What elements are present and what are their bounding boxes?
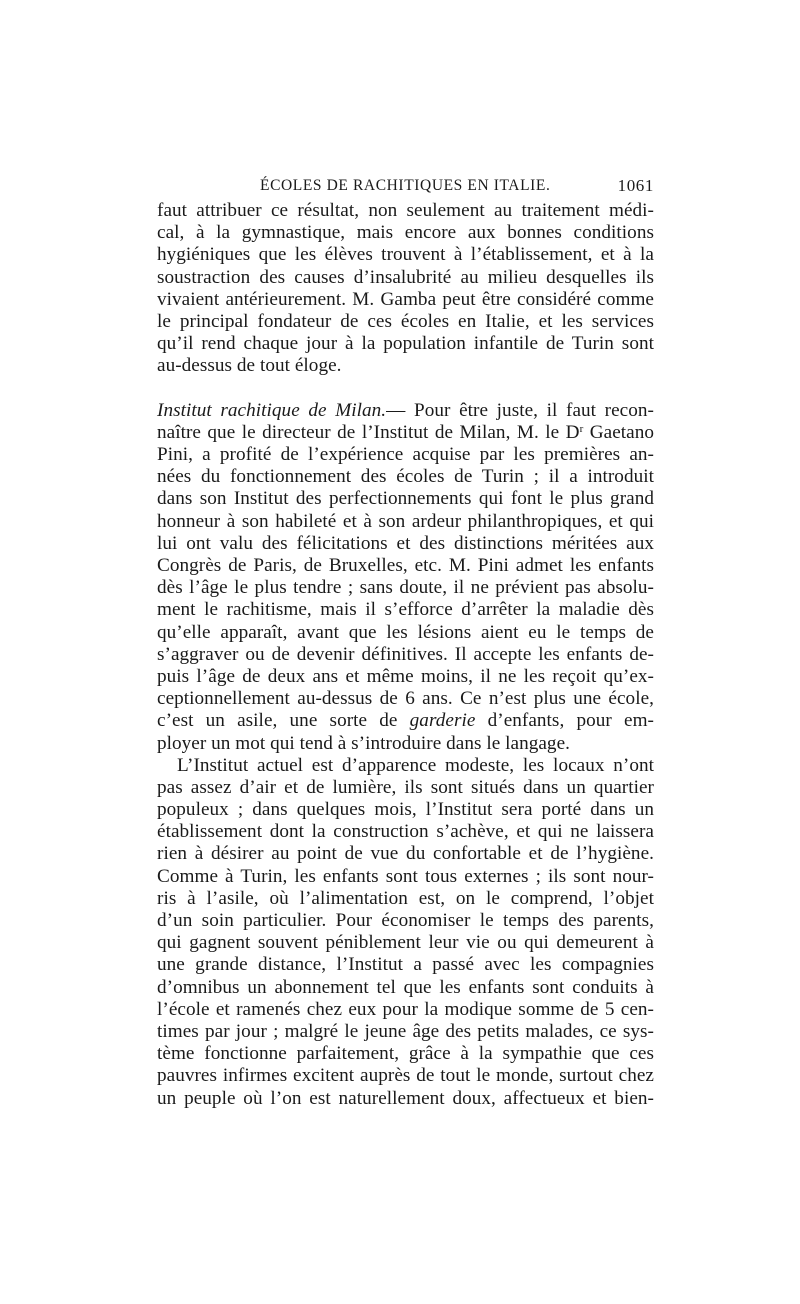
text-line: ceptionnellement au-dessus de 6 ans. Ce n’est plus une école,	[157, 688, 654, 710]
text-line: faut attribuer ce résultat, non seulement au traitement médi-	[157, 200, 654, 221]
text-line: l’école et ramenés chez eux pour la modique somme de 5 cen-	[157, 998, 654, 1020]
text-line: L’Institut actuel est d’apparence modeste, les locaux n’ont	[177, 754, 654, 776]
text-line: vivaient antérieurement. M. Gamba peut être considéré comme	[157, 288, 654, 310]
text-span: Gaetano	[583, 421, 654, 443]
text-line: ment le rachitisme, mais il s’efforce d’arrêter la maladie dès	[157, 599, 654, 621]
text-line: nées du fonctionnement des écoles de Turin ; il a introduit	[157, 466, 654, 488]
text-line: ployer un mot qui tend à s’introduire dans le langage.	[157, 732, 570, 754]
text-line: qu’elle apparaît, avant que les lésions aient eu le temps de	[157, 621, 654, 643]
text-line: pauvres infirmes excitent auprès de tout le monde, surtout chez	[157, 1065, 654, 1087]
text-span: naître que le directeur de l’Institut de Milan, M. le D	[157, 421, 580, 443]
superscript: r	[579, 422, 584, 435]
text-line: Pini, a profité de l’expérience acquise par les premières an-	[157, 444, 654, 466]
text-line: une grande distance, l’Institut a passé avec les compagnies	[157, 954, 654, 976]
text-line: Comme à Turin, les enfants sont tous externes ; ils sont nour-	[157, 865, 654, 887]
text-line: établissement dont la construction s’achève, et qui ne laissera	[157, 821, 654, 843]
text-line: rien à désirer au point de vue du confortable et de l’hygiène.	[157, 843, 654, 865]
text-line: au-dessus de tout éloge.	[157, 355, 342, 377]
text-line: honneur à son habileté et à son ardeur philanthropiques, et qui	[157, 510, 654, 532]
page-number: 1061	[617, 176, 654, 195]
text-line: Congrès de Paris, de Bruxelles, etc. M. Pini admet les enfants	[157, 555, 654, 576]
text-line	[157, 400, 654, 422]
text-line: qui gagnent souvent péniblement leur vie ou qui demeurent à	[157, 932, 654, 954]
text-line: ris à l’asile, où l’alimentation est, on le comprend, l’objet	[157, 887, 654, 909]
paragraph-3	[157, 755, 654, 1110]
text-line: puis l’âge de deux ans et même moins, il ne les reçoit qu’ex-	[157, 665, 654, 687]
text-line	[157, 710, 654, 732]
running-title: ÉCOLES DE RACHITIQUES EN ITALIE.	[260, 177, 551, 194]
text-line: un peuple où l’on est naturellement doux, affectueux et bien-	[157, 1087, 654, 1109]
text-line: soustraction des causes d’insalubrité au milieu desquelles ils	[157, 266, 654, 288]
text-line: lui ont valu des félicitations et des distinctions méritées aux	[157, 532, 654, 554]
italic-term: garderie	[409, 710, 476, 732]
text-line: populeux ; dans quelques mois, l’Institut sera porté dans un	[157, 799, 654, 821]
section-heading: Institut rachitique de Milan.	[157, 399, 387, 421]
text-line: hygiéniques que les élèves trouvent à l’établissement, et à la	[157, 244, 654, 266]
text-line: le principal fondateur de ces écoles en Italie, et les services	[157, 310, 654, 332]
paragraph-1	[157, 200, 654, 378]
book-page	[157, 172, 654, 1110]
text-line: tème fonctionne parfaitement, grâce à la sympathie que ces	[157, 1043, 654, 1065]
text-line: d’un soin particulier. Pour économiser le temps des parents,	[157, 910, 654, 931]
paragraph-2	[157, 400, 654, 755]
text-line: dans son Institut des perfectionnements qui font le plus grand	[157, 488, 654, 510]
text-line: qu’il rend chaque jour à la population infantile de Turin sont	[157, 333, 654, 355]
text-line: d’omnibus un abonnement tel que les enfants sont conduits à	[157, 976, 654, 998]
body-text	[157, 200, 654, 1110]
running-header	[157, 172, 654, 200]
text-line: dès l’âge le plus tendre ; sans doute, il ne prévient pas absolu-	[157, 577, 654, 599]
text-span: c’est un asile, une sorte de	[157, 710, 410, 732]
text-line: s’aggraver ou de devenir définitives. Il accepte les enfants de-	[157, 643, 654, 665]
text-line: times par jour ; malgré le jeune âge des petits malades, ce sys-	[157, 1020, 654, 1042]
text-span: d’enfants, pour em-	[475, 710, 654, 732]
paragraph-spacer	[157, 378, 654, 400]
text-line: pas assez d’air et de lumière, ils sont situés dans un quartier	[157, 776, 654, 798]
text-line: cal, à la gymnastique, mais encore aux bonnes conditions	[157, 222, 654, 244]
text-span: — Pour être juste, il faut recon-	[386, 399, 654, 421]
text-line	[157, 422, 654, 444]
